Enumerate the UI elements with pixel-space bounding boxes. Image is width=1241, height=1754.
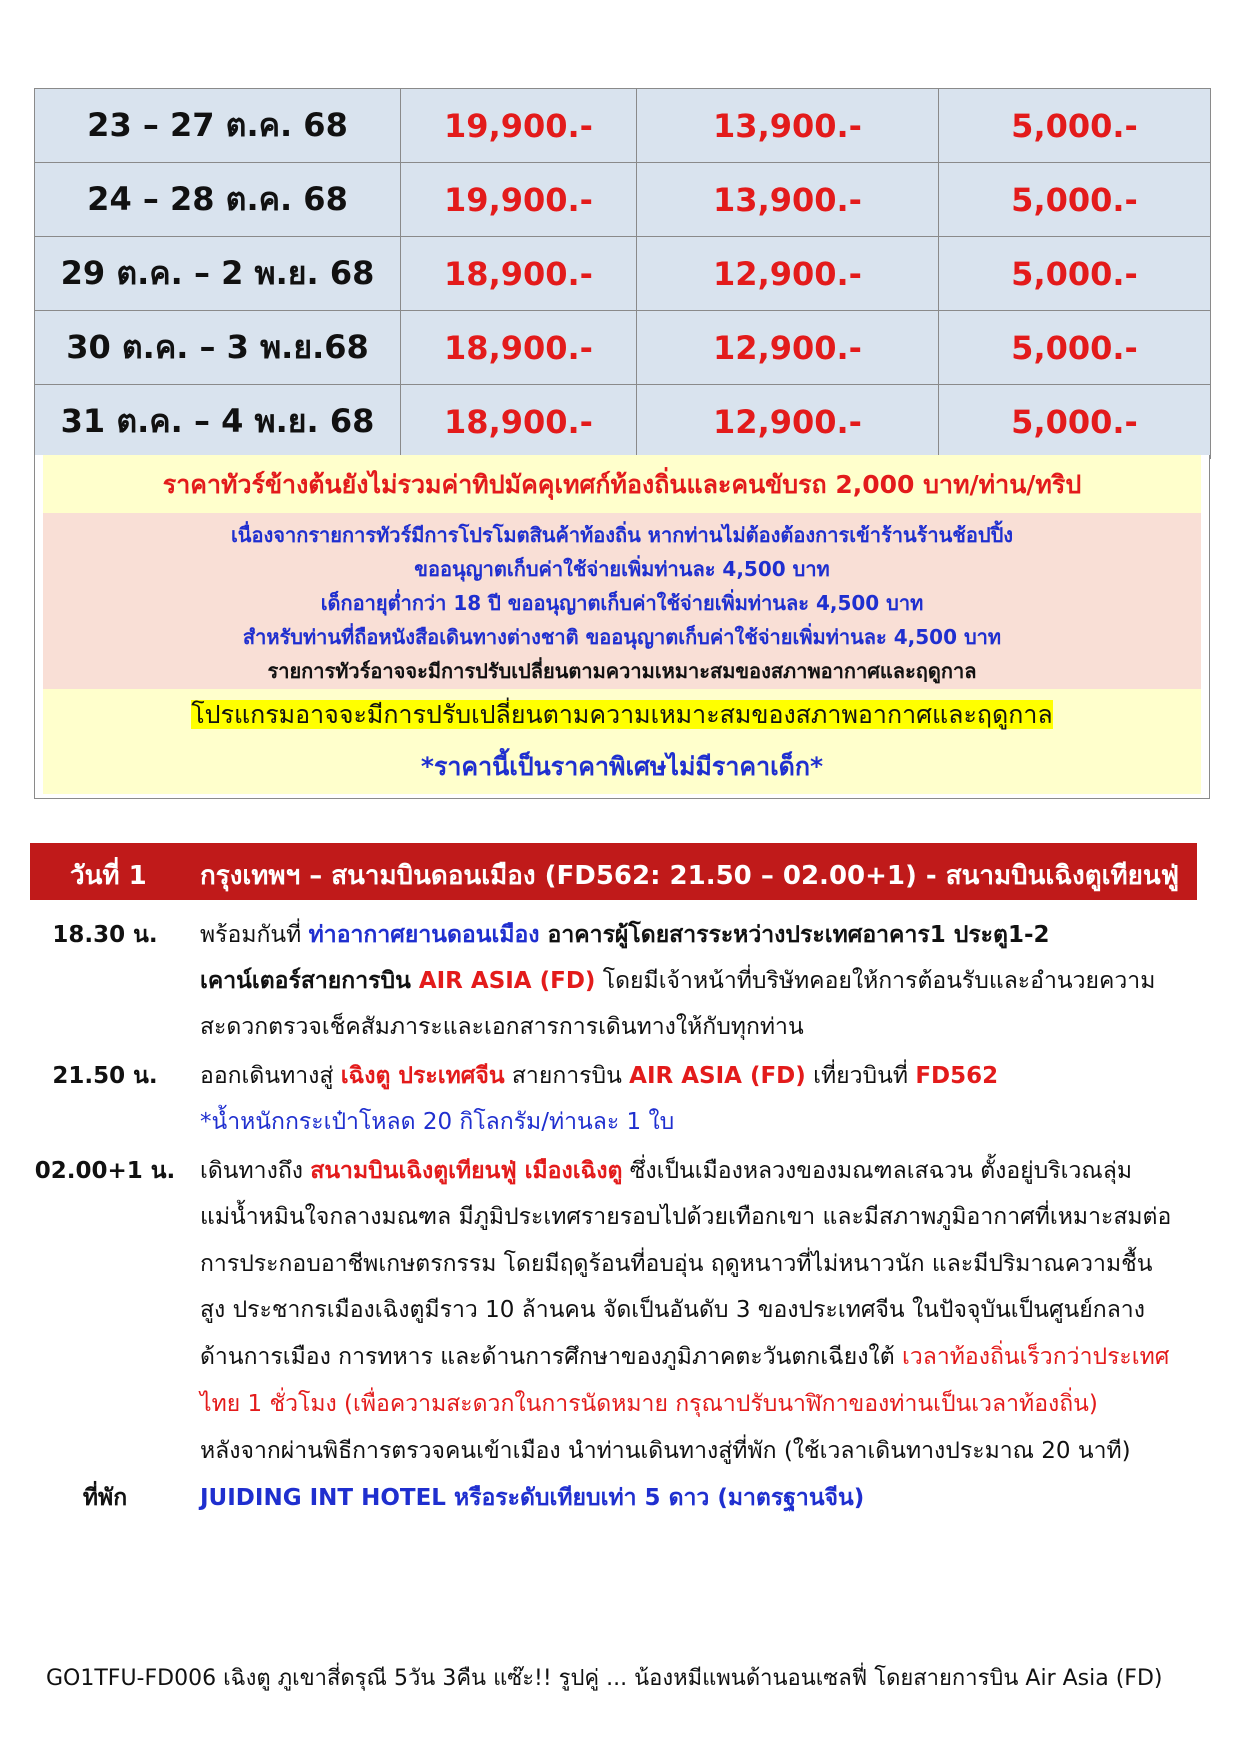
text-2150-line1 — [200, 1058, 998, 1094]
program-note: โปรแกรมอาจจะมีการปรับเปลี่ยนตามความเหมาะสมของสภาพอากาศและฤดูกาล — [191, 700, 1053, 729]
price-col3: 5,000.- — [939, 311, 1211, 385]
day1-header — [30, 843, 1197, 900]
time-2150: 21.50 น. — [52, 1063, 158, 1089]
price-col2: 13,900.- — [637, 163, 939, 237]
text-1830-line2 — [200, 963, 1155, 999]
hotel-name: JUIDING INT HOTEL หรือระดับเทียบเท่า 5 ดาว (มาตรฐานจีน) — [200, 1485, 865, 1511]
price-row — [35, 311, 1211, 385]
text-segment: ด้านการเมือง การทหาร และด้านการศึกษาของภูมิภาคตะวันตกเฉียงใต้ — [200, 1344, 902, 1370]
baggage-note: *น้ำหนักกระเป๋าโหลด 20 กิโลกรัม/ท่านละ 1 ใบ — [200, 1109, 675, 1135]
day1-label: วันที่ 1 — [70, 861, 147, 891]
price-col3: 5,000.- — [939, 89, 1211, 163]
terminal-info: อาคารผู้โดยสารระหว่างประเทศอาคาร1 ประตู1-2 — [539, 922, 1050, 948]
price-col3: 5,000.- — [939, 163, 1211, 237]
price-row — [35, 89, 1211, 163]
price-row — [35, 385, 1211, 459]
price-col3: 5,000.- — [939, 385, 1211, 459]
program-note-wrap — [43, 695, 1201, 735]
text-segment: เที่ยวบินที่ — [805, 1063, 916, 1089]
text-0200-line3: การประกอบอาชีพเกษตรกรรม โดยมีฤดูร้อนที่อบอุ่น ฤดูหนาวที่ไม่หนาวนัก และมีปริมาณความชื้น — [200, 1251, 1153, 1277]
foreign-passport-note: สำหรับท่านที่ถือหนังสือเดินทางต่างชาติ ขออนุญาตเก็บค่าใช้จ่ายเพิ่มท่านละ 4,500 บาท — [242, 625, 1002, 649]
text-segment: สายการบิน — [504, 1063, 630, 1089]
text-segment: โดยมีเจ้าหน้าที่บริษัทคอยให้การต้อนรับและอำนวยความ — [595, 968, 1156, 994]
travel-date: 30 ต.ค. – 3 พ.ย.68 — [35, 311, 401, 385]
price-col3: 5,000.- — [939, 237, 1211, 311]
flight-number: FD562 — [915, 1063, 999, 1089]
timezone-note: เวลาท้องถิ่นเร็วกว่าประเทศ — [901, 1344, 1170, 1370]
price-adult: 19,900.- — [401, 89, 637, 163]
tip-note: ราคาทัวร์ข้างต้นยังไม่รวมค่าทิปมัคคุเทศก์ท้องถิ่นและคนขับรถ 2,000 บาท/ท่าน/ทริป — [162, 470, 1082, 499]
counter-label: เคาน์เตอร์สายการบิน — [200, 968, 419, 994]
text-segment: ออกเดินทางสู่ — [200, 1063, 341, 1089]
footer-text: GO1TFU-FD006 เฉิงตู ภูเขาสี่ดรุณี 5วัน 3คืน แซ๊ะ!! รูปคู่ ... น้องหมีแพนด้านอนเซลฟี่ โดยสายการบิน Air Asia (FD) — [46, 1666, 1163, 1691]
price-adult: 18,900.- — [401, 311, 637, 385]
shop-note-line1: เนื่องจากรายการทัวร์มีการโปรโมตสินค้าท้องถิ่น หากท่านไม่ต้องต้องการเข้าร้านร้านช้อปปิ้ง — [230, 523, 1014, 547]
program-band — [43, 689, 1201, 794]
price-adult: 18,900.- — [401, 237, 637, 311]
travel-date: 24 – 28 ต.ค. 68 — [35, 163, 401, 237]
text-1830-line1 — [200, 917, 1050, 953]
price-row — [35, 163, 1211, 237]
change-note: รายการทัวร์อาจจะมีการปรับเปลี่ยนตามความเหมาะสมของสภาพอากาศและฤดูกาล — [267, 659, 977, 683]
text-0200-line2: แม่น้ำหมินใจกลางมณฑล มีภูมิประเทศรายรอบไปด้วยเทือกเขา และมีสภาพภูมิอากาศที่เหมาะสมต่อ — [200, 1204, 1172, 1230]
travel-date: 23 – 27 ต.ค. 68 — [35, 89, 401, 163]
price-col2: 12,900.- — [637, 311, 939, 385]
airline-name: AIR ASIA (FD) — [418, 968, 596, 994]
price-table-body — [35, 89, 1211, 459]
price-col2: 12,900.- — [637, 237, 939, 311]
tip-note-band — [43, 455, 1201, 513]
text-0200-line1 — [200, 1153, 1132, 1189]
time-0200: 02.00+1 น. — [34, 1158, 176, 1184]
airport-name: ท่าอากาศยานดอนเมือง — [308, 922, 540, 948]
immigration-note: หลังจากผ่านพิธีการตรวจคนเข้าเมือง นำท่านเดินทางสู่ที่พัก (ใช้เวลาเดินทางประมาณ 20 นาที) — [200, 1438, 1131, 1464]
price-table — [34, 88, 1211, 459]
price-col2: 13,900.- — [637, 89, 939, 163]
travel-date: 31 ต.ค. – 4 พ.ย. 68 — [35, 385, 401, 459]
child-note: เด็กอายุต่ำกว่า 18 ปี ขออนุญาตเก็บค่าใช้จ่ายเพิ่มท่านละ 4,500 บาท — [320, 591, 924, 615]
text-0200-line4: สูง ประชากรเมืองเฉิงตูมีราว 10 ล้านคน จัดเป็นอันดับ 3 ของประเทศจีน ในปัจจุบันเป็นศูนย์กลาง — [200, 1297, 1145, 1323]
text-segment: ซึ่งเป็นเมืองหลวงของมณฑลเสฉวน ตั้งอยู่บริเวณลุ่ม — [622, 1158, 1132, 1184]
price-row — [35, 237, 1211, 311]
text-0200-line5 — [200, 1339, 1169, 1375]
shop-note-line2: ขออนุญาตเก็บค่าใช้จ่ายเพิ่มท่านละ 4,500 บาท — [414, 557, 830, 581]
destination-name: เฉิงตู ประเทศจีน — [340, 1063, 505, 1089]
timezone-note-line2: ไทย 1 ชั่วโมง (เพื่อความสะดวกในการนัดหมาย กรุณาปรับนาฬิกาของท่านเป็นเวลาท้องถิ่น) — [200, 1391, 1098, 1417]
price-adult: 18,900.- — [401, 385, 637, 459]
text-segment: เดินทางถึง — [200, 1158, 311, 1184]
arrival-airport: สนามบินเฉิงตูเทียนฟู่ เมืองเฉิงตู — [310, 1158, 623, 1184]
special-price-note: *ราคานี้เป็นราคาพิเศษไม่มีราคาเด็ก* — [420, 752, 824, 781]
hotel-label: ที่พัก — [82, 1485, 128, 1511]
price-col2: 12,900.- — [637, 385, 939, 459]
day1-route: กรุงเทพฯ – สนามบินดอนเมือง (FD562: 21.50 – 02.00+1) - สนามบินเฉิงตูเทียนฟู่ — [200, 861, 1180, 891]
conditions-band — [43, 513, 1201, 689]
text-1830-line3: สะดวกตรวจเช็คสัมภาระและเอกสารการเดินทางให้กับทุกท่าน — [200, 1014, 804, 1040]
time-1830: 18.30 น. — [52, 922, 158, 948]
text-segment: พร้อมกันที่ — [200, 922, 309, 948]
travel-date: 29 ต.ค. – 2 พ.ย. 68 — [35, 237, 401, 311]
price-adult: 19,900.- — [401, 163, 637, 237]
airline-name: AIR ASIA (FD) — [629, 1063, 806, 1089]
notes-box — [34, 455, 1210, 799]
